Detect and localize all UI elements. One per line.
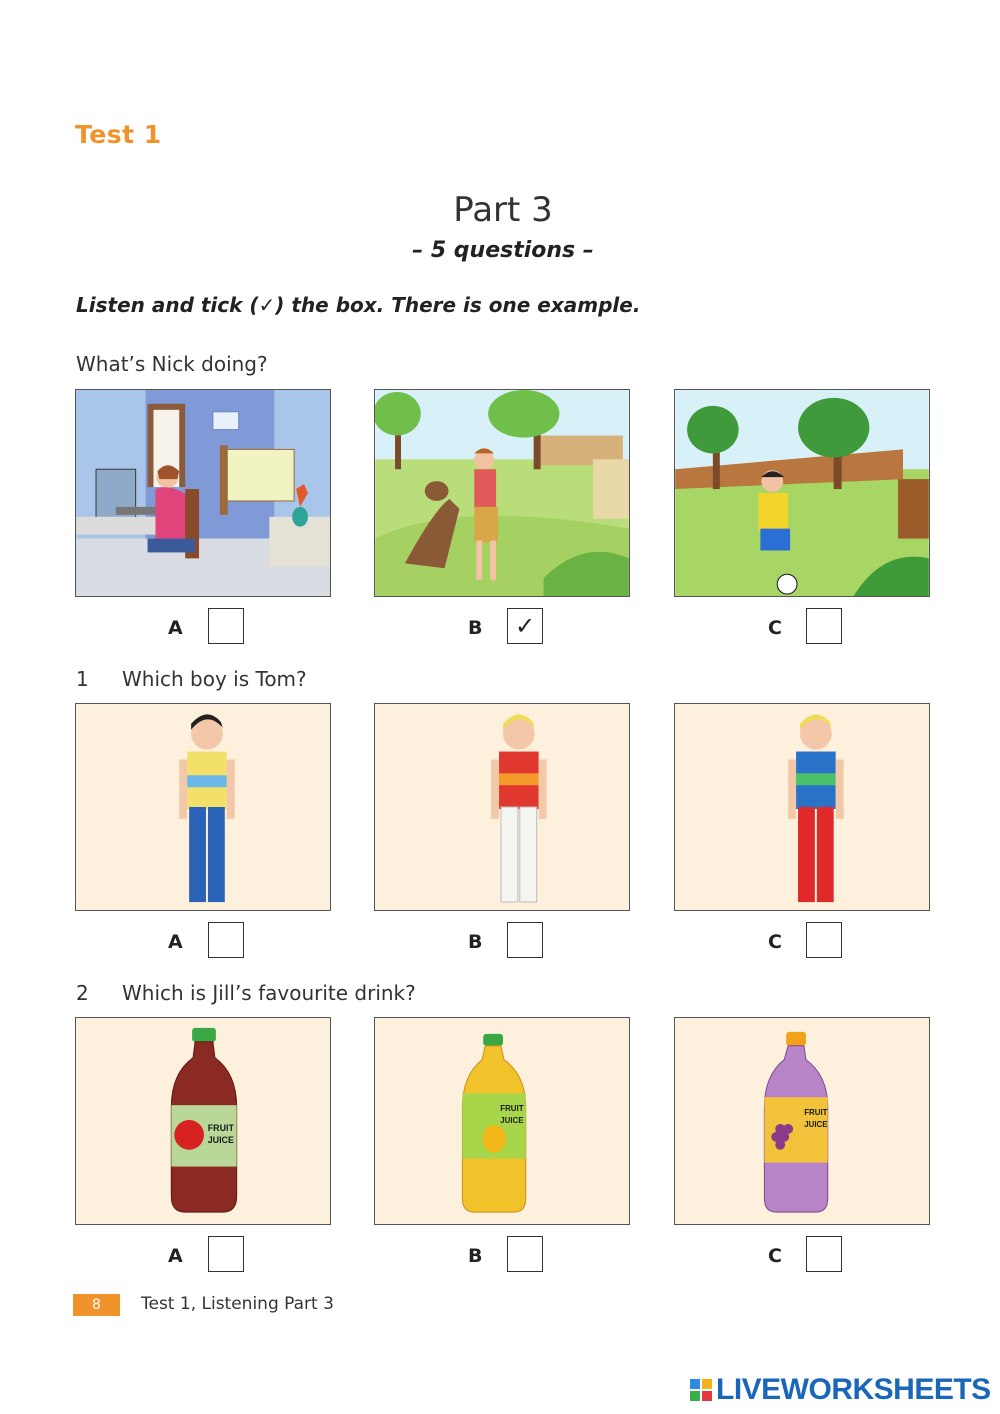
boy-a-picture (76, 704, 330, 910)
option-letter: C (768, 617, 782, 639)
logo-squares-icon (690, 1379, 712, 1401)
picture-q2-b (374, 1017, 630, 1225)
tick-box-q1-c[interactable] (806, 922, 842, 958)
bedroom-computer-picture (76, 390, 330, 596)
apple-juice-bottle-picture (76, 1018, 330, 1224)
grape-juice-bottle-picture (675, 1018, 929, 1224)
picture-q2-c (674, 1017, 930, 1225)
pineapple-juice-bottle-picture (375, 1018, 629, 1224)
football-picture (675, 390, 929, 596)
instruction: Listen and tick (✓) the box. There is one example. (76, 293, 641, 317)
park-dog-picture (375, 390, 629, 596)
option-letter: B (468, 931, 483, 953)
bottle-label: FRUIT (804, 1108, 828, 1118)
picture-q1-c (674, 703, 930, 911)
part-subtitle: – 5 questions – (412, 238, 594, 263)
tick-box-example-b[interactable]: ✓ (507, 608, 543, 644)
boy-b-picture (375, 704, 629, 910)
option-letter: C (768, 1245, 782, 1267)
bottle-label: FRUIT (207, 1122, 234, 1133)
option-letter: A (168, 931, 183, 953)
tick-box-q2-c[interactable] (806, 1236, 842, 1272)
footer-text: Test 1, Listening Part 3 (141, 1294, 334, 1314)
picture-example-c (674, 389, 930, 597)
part-title: Part 3 (453, 190, 553, 230)
picture-example-b (374, 389, 630, 597)
tick-box-q1-b[interactable] (507, 922, 543, 958)
option-letter: B (468, 1245, 483, 1267)
tick-box-example-c[interactable] (806, 608, 842, 644)
picture-q2-a (75, 1017, 331, 1225)
liveworksheets-logo (690, 1372, 991, 1408)
question-2 (76, 981, 416, 1005)
question-text: What’s Nick doing? (76, 352, 268, 376)
boy-c-picture (675, 704, 929, 910)
question-number: 2 (76, 981, 89, 1005)
question-text: Which boy is Tom? (122, 667, 307, 691)
picture-q1-a (75, 703, 331, 911)
bottle-label: JUICE (500, 1115, 524, 1125)
option-letter: A (168, 1245, 183, 1267)
tick-box-q2-b[interactable] (507, 1236, 543, 1272)
page-number: 8 (73, 1294, 120, 1316)
logo-text: LIVEWORKSHEETS (716, 1373, 991, 1406)
tick-box-example-a[interactable] (208, 608, 244, 644)
tick-box-q1-a[interactable] (208, 922, 244, 958)
bottle-label: JUICE (804, 1119, 828, 1129)
test-label: Test 1 (75, 120, 162, 149)
option-letter: C (768, 931, 782, 953)
question-1 (76, 667, 307, 691)
picture-q1-b (374, 703, 630, 911)
example-question (76, 352, 268, 376)
option-letter: A (168, 617, 183, 639)
bottle-label: JUICE (207, 1134, 234, 1145)
question-number: 1 (76, 667, 89, 691)
question-text: Which is Jill’s favourite drink? (122, 981, 416, 1005)
option-letter: B (468, 617, 483, 639)
picture-example-a (75, 389, 331, 597)
tick-box-q2-a[interactable] (208, 1236, 244, 1272)
bottle-label: FRUIT (500, 1104, 524, 1114)
